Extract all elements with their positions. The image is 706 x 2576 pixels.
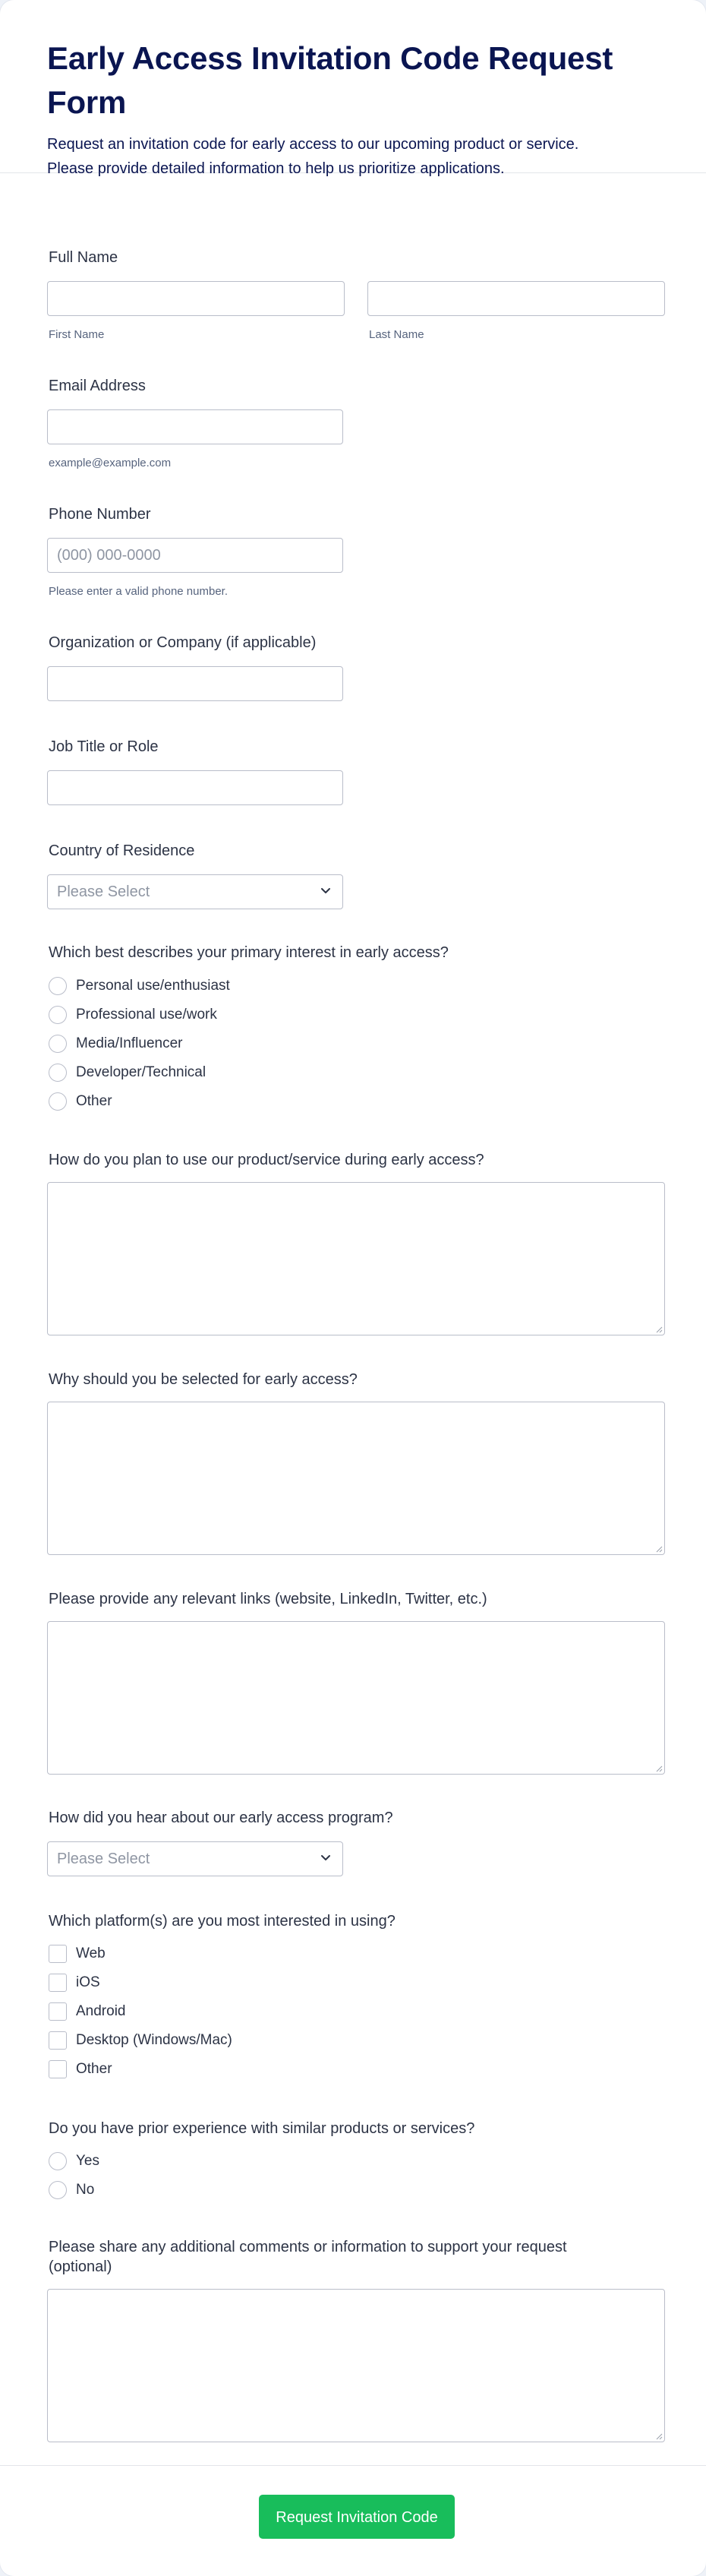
form-title: Early Access Invitation Code Request Form — [47, 40, 613, 120]
option-label: Personal use/enthusiast — [76, 978, 230, 994]
option-label: Developer/Technical — [76, 1064, 206, 1080]
full-name-label: Full Name — [49, 249, 118, 266]
resize-handle-icon[interactable] — [654, 1544, 663, 1553]
radio-circle-icon[interactable] — [49, 2181, 67, 2199]
primary-interest-option[interactable] — [49, 1062, 206, 1083]
resize-handle-icon[interactable] — [654, 1763, 663, 1772]
phone-field — [49, 504, 665, 598]
checkbox-icon[interactable] — [49, 1945, 67, 1963]
prior-experience-option[interactable] — [49, 2151, 99, 2172]
email-sublabel: example@example.com — [49, 457, 172, 469]
platforms-label: Which platform(s) are you most interested in using? — [49, 1913, 396, 1930]
checkbox-icon[interactable] — [49, 2002, 67, 2021]
why-selected-label: Why should you be selected for early access? — [49, 1371, 358, 1388]
primary-interest-label: Which best describes your primary interest in early access? — [49, 944, 449, 961]
links-label: Please provide any relevant links (website, LinkedIn, Twitter, etc.) — [49, 1591, 487, 1607]
resize-handle-icon[interactable] — [654, 2431, 663, 2440]
radio-circle-icon[interactable] — [49, 1035, 67, 1053]
country-field — [49, 841, 665, 900]
heard-about-field — [49, 1808, 665, 1867]
platforms-field — [49, 1911, 665, 2077]
links-textarea[interactable] — [47, 1621, 665, 1775]
prior-experience-label: Do you have prior experience with similar products or services? — [49, 2120, 475, 2137]
email-input[interactable] — [47, 409, 343, 444]
platform-option[interactable] — [49, 1972, 100, 1993]
prior-experience-field — [49, 2119, 665, 2198]
organization-field — [49, 633, 665, 653]
phone-input[interactable] — [47, 538, 343, 573]
option-label: Web — [76, 1945, 106, 1961]
option-label: Media/Influencer — [76, 1035, 183, 1051]
job-title-label: Job Title or Role — [49, 738, 159, 755]
phone-placeholder: (000) 000-0000 — [57, 547, 161, 564]
primary-interest-field — [49, 943, 665, 1109]
option-label: Professional use/work — [76, 1007, 217, 1022]
option-label: Other — [76, 1093, 112, 1109]
platform-option[interactable] — [49, 2001, 126, 2022]
checkbox-icon[interactable] — [49, 1974, 67, 1992]
comments-label: Please share any additional comments or information to support your request (optional) — [49, 2239, 567, 2275]
last-name-sublabel: Last Name — [369, 328, 424, 341]
full-name-field — [49, 248, 665, 341]
job-title-input[interactable] — [47, 770, 343, 805]
primary-interest-option[interactable] — [49, 975, 230, 997]
prior-experience-option[interactable] — [49, 2179, 94, 2201]
organization-label: Organization or Company (if applicable) — [49, 634, 317, 651]
primary-interest-option[interactable] — [49, 1033, 182, 1054]
resize-handle-icon[interactable] — [654, 1324, 663, 1333]
country-label: Country of Residence — [49, 842, 195, 859]
checkbox-icon[interactable] — [49, 2031, 67, 2050]
plan-use-textarea[interactable] — [47, 1182, 665, 1335]
platform-option[interactable] — [49, 1943, 106, 1964]
radio-circle-icon[interactable] — [49, 1092, 67, 1111]
radio-circle-icon[interactable] — [49, 1006, 67, 1024]
primary-interest-option[interactable] — [49, 1091, 112, 1112]
option-label: Other — [76, 2061, 112, 2077]
plan-use-field — [49, 1150, 665, 1170]
country-placeholder: Please Select — [57, 883, 150, 900]
platform-option[interactable] — [49, 2059, 112, 2080]
option-label: iOS — [76, 1974, 100, 1990]
radio-circle-icon[interactable] — [49, 1064, 67, 1082]
organization-input[interactable] — [47, 666, 343, 701]
links-field — [49, 1589, 665, 1609]
phone-sublabel: Please enter a valid phone number. — [49, 585, 228, 598]
comments-field — [49, 2237, 665, 2277]
heard-about-placeholder: Please Select — [57, 1851, 150, 1867]
form-footer-divider — [0, 2465, 706, 2466]
request-invitation-code-button[interactable]: Request Invitation Code — [259, 2495, 455, 2539]
job-title-field — [49, 737, 665, 757]
plan-use-label: How do you plan to use our product/service during early access? — [49, 1152, 484, 1168]
option-label: Desktop (Windows/Mac) — [76, 2032, 232, 2048]
email-field — [49, 376, 665, 469]
platform-option[interactable] — [49, 2030, 232, 2051]
chevron-down-icon — [318, 1850, 333, 1865]
first-name-input[interactable] — [47, 281, 345, 316]
heard-about-select[interactable] — [47, 1841, 343, 1876]
chevron-down-icon — [318, 883, 333, 898]
primary-interest-option[interactable] — [49, 1004, 217, 1026]
first-name-sublabel: First Name — [49, 328, 105, 341]
email-label: Email Address — [49, 378, 146, 394]
why-selected-field — [49, 1370, 665, 1389]
comments-textarea[interactable] — [47, 2289, 665, 2442]
why-selected-textarea[interactable] — [47, 1402, 665, 1555]
option-label: Android — [76, 2003, 126, 2019]
checkbox-icon[interactable] — [49, 2060, 67, 2078]
form-subtitle: Request an invitation code for early access to our upcoming product or service. Please provide detailed information to help us prioritize applications. — [47, 136, 579, 177]
last-name-input[interactable] — [367, 281, 665, 316]
country-select[interactable] — [47, 874, 343, 909]
option-label: No — [76, 2182, 95, 2198]
heard-about-label: How did you hear about our early access program? — [49, 1810, 393, 1826]
radio-circle-icon[interactable] — [49, 2152, 67, 2170]
form-header — [0, 0, 706, 177]
option-label: Yes — [76, 2153, 99, 2169]
phone-label: Phone Number — [49, 506, 151, 523]
radio-circle-icon[interactable] — [49, 977, 67, 995]
